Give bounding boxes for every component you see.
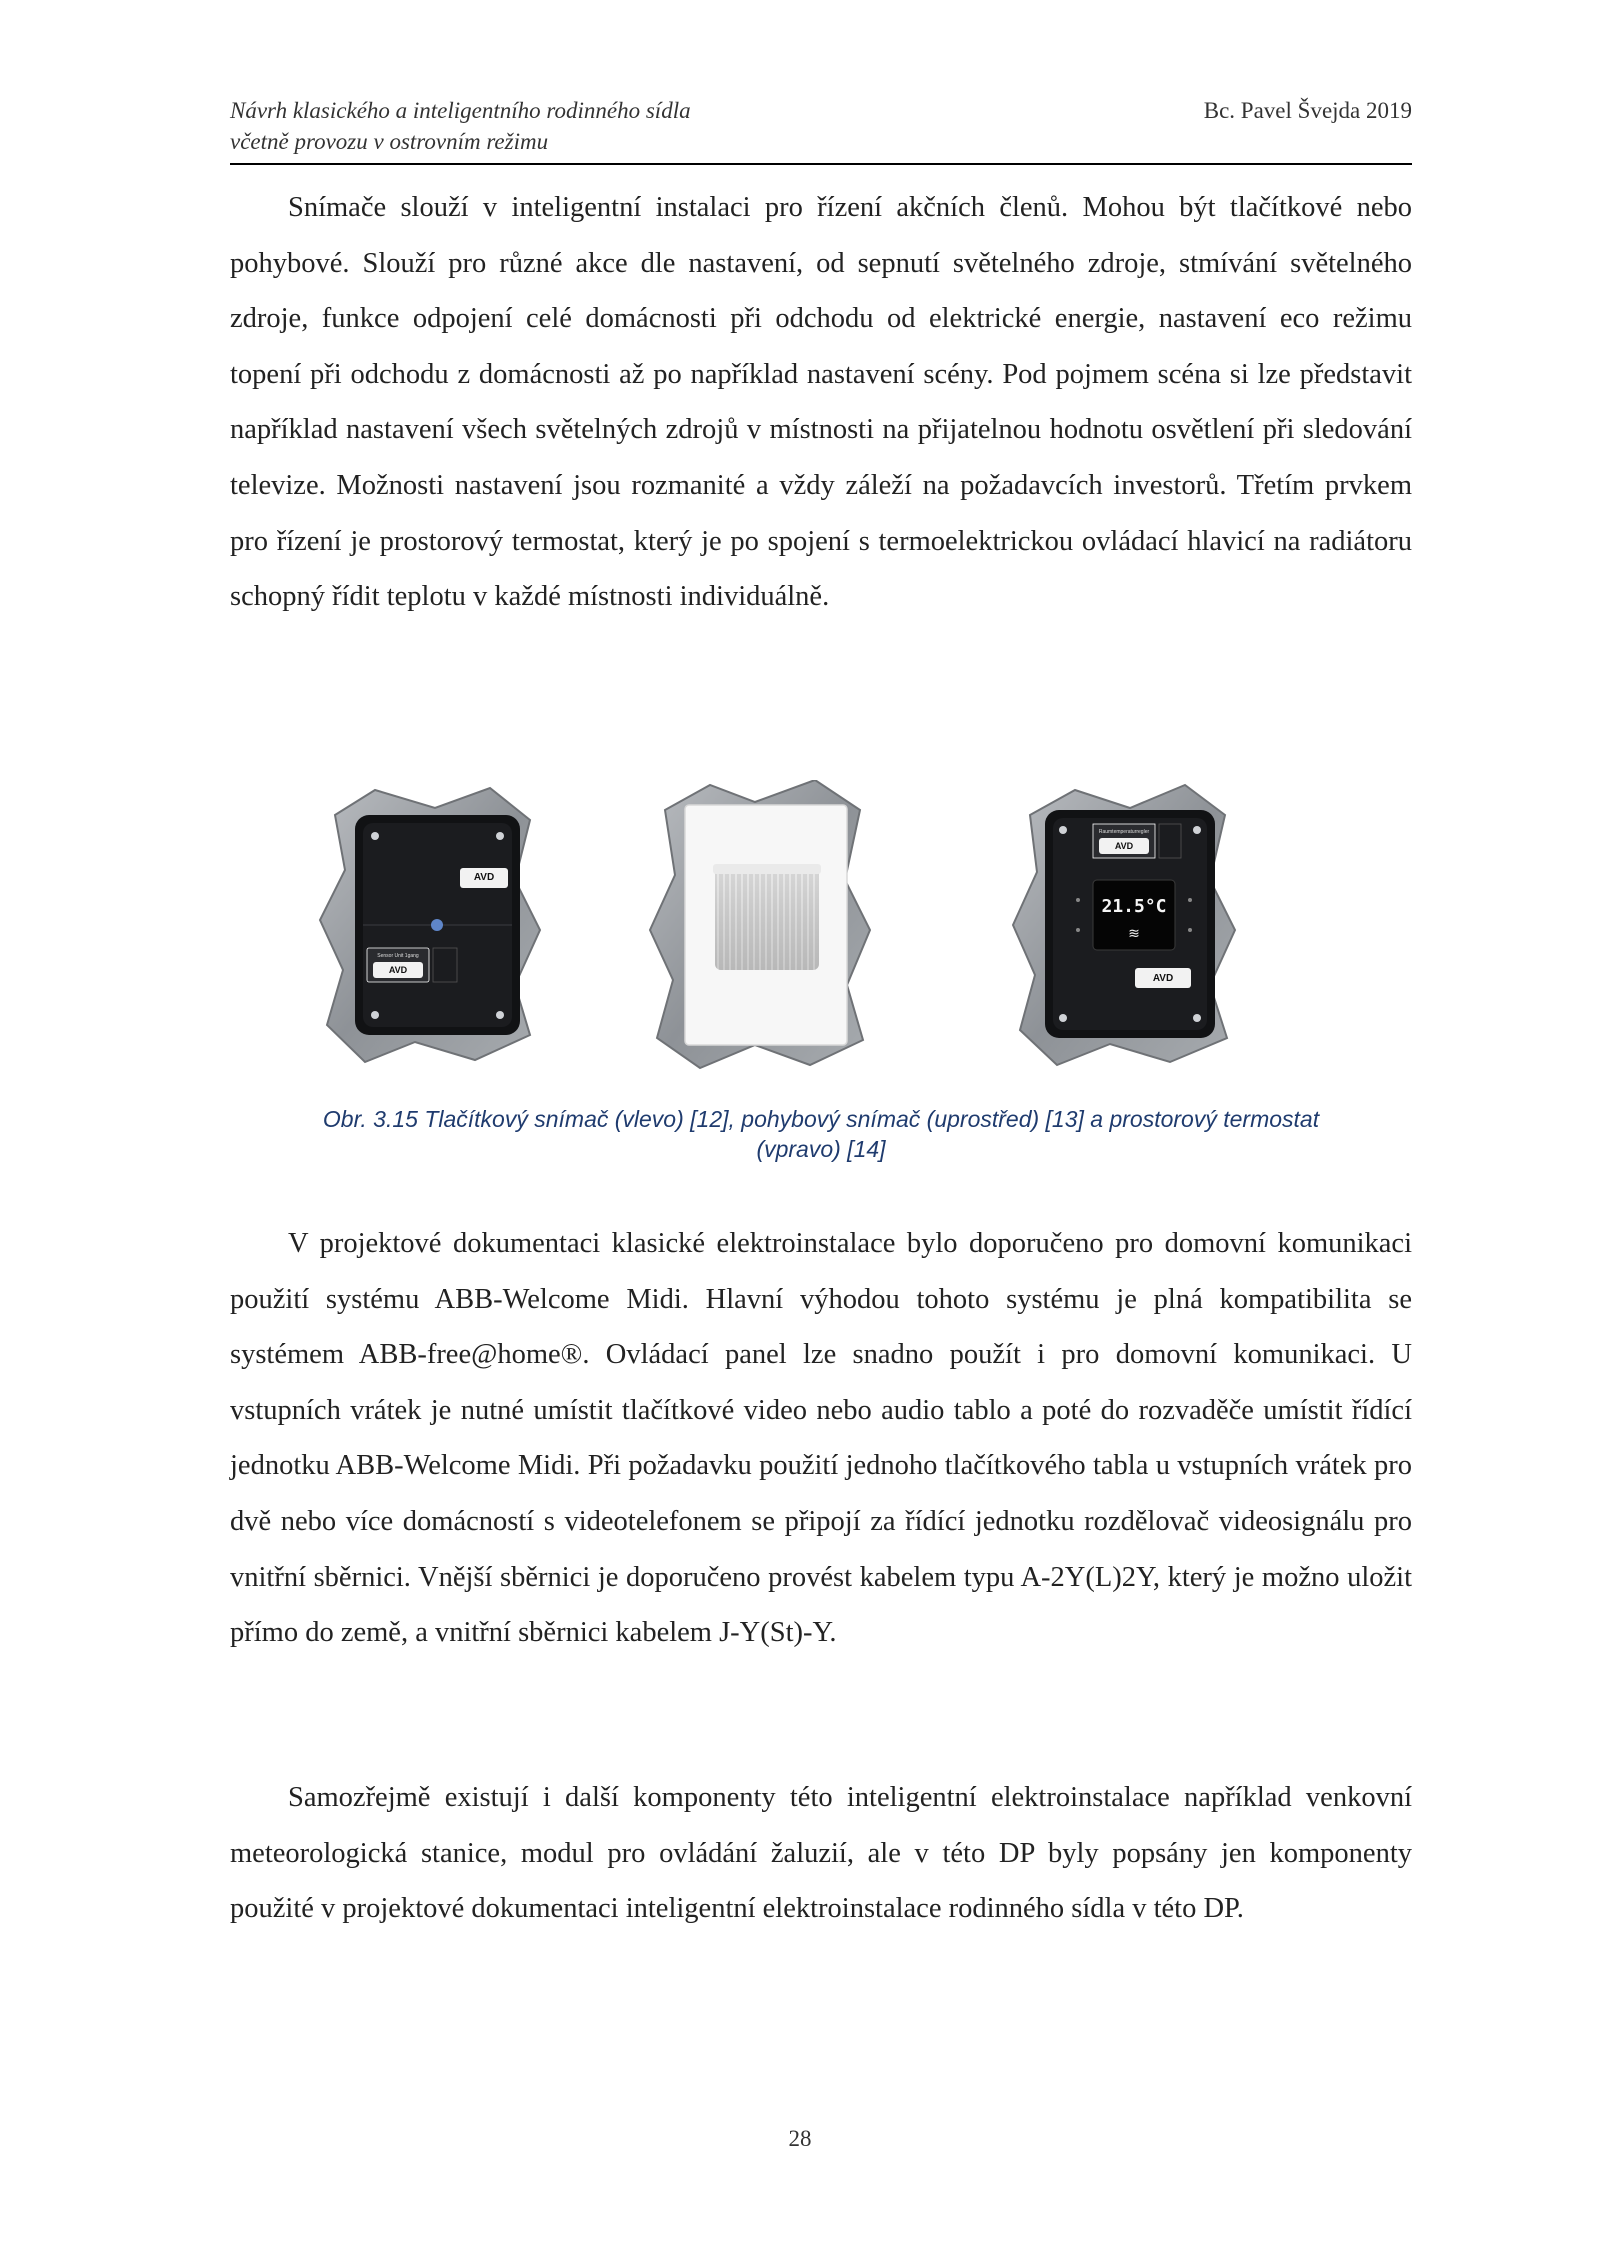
- button-dot-icon: [1076, 928, 1080, 932]
- thermostat-bottom-brand: AVD: [1152, 973, 1174, 984]
- header-title: [230, 95, 691, 157]
- screw-icon: [1193, 1014, 1201, 1022]
- screw-icon: [371, 832, 379, 840]
- motion-sensor: [650, 780, 870, 1068]
- screw-icon: [496, 1011, 504, 1019]
- figure-caption-line1: Obr. 3.15 Tlačítkový snímač (vlevo) [12], pohybový snímač (uprostřed) [13] a prostorový termostat: [322, 1106, 1320, 1132]
- label-plate-left-text: AVD: [388, 965, 408, 975]
- thermostat-top-brand: AVD: [1114, 841, 1134, 851]
- button-dot-icon: [1188, 898, 1192, 902]
- screw-icon: [496, 832, 504, 840]
- paragraph-intercom: V projektové dokumentaci klasické elektroinstalace bylo doporučeno pro domovní komunikaci použití systému ABB-Welcome Midi. Hlavní výhodou tohoto systému je plná kompatibilita se systémem ABB-free@home®. Ovládací panel lze snadno použít i pro domovní komunikaci. U vstupních vrátek je nutné umístit tlačítkové video nebo audio tablo a poté do rozvaděče umístit řídící jednotku ABB-Welcome Midi. Při požadavku použití jednoho tlačítkového tabla u vstupních vrátek pro dvě nebo více domácností s videotelefonem se připojí za řídící jednotku rozdělovač videosignálu pro vnitřní sběrnici. Vnější sběrnici je doporučeno provést kabelem typu A-2Y(L)2Y, který je možno uložit přímo do země, a vnitřní sběrnici kabelem J-Y(St)-Y.: [230, 1228, 1412, 1649]
- screw-icon: [371, 1011, 379, 1019]
- header-author: Bc. Pavel Švejda 2019: [1203, 98, 1412, 123]
- screw-icon: [1193, 826, 1201, 834]
- page-header: [230, 95, 1412, 165]
- led-indicator-icon: [431, 919, 443, 931]
- thermostat-top-label: Raumtemperaturregler: [1098, 829, 1150, 835]
- label-plate-right-text: AVD: [473, 872, 495, 883]
- figure-caption-line2: (vpravo) [14]: [756, 1136, 886, 1162]
- button-dot-icon: [1076, 898, 1080, 902]
- thermostat-temperature: 21.5°C: [1101, 896, 1167, 917]
- page-number: 28: [788, 2126, 812, 2151]
- button-dot-icon: [1188, 928, 1192, 932]
- room-thermostat: [1013, 785, 1235, 1065]
- paragraph-sensors: Snímače slouží v inteligentní instalaci pro řízení akčních členů. Mohou být tlačítkové nebo pohybové. Slouží pro různé akce dle nastavení, od sepnutí světelného zdroje, stmívání světelného zdroje, funkce odpojení celé domácnosti při odchodu od elektrické energie, nastavení eco režimu topení při odchodu z domácnosti až po například nastavení scény. Pod pojmem scéna si lze představit například nastavení všech světelných zdrojů v místnosti na přijatelnou hodnotu osvětlení při sledování televize. Možnosti nastavení jsou rozmanité a vždy záleží na požadavcích investorů. Třetím prvkem pro řízení je prostorový termostat, který je po spojení s termoelektrickou ovládací hlavicí na radiátoru schopný řídit teplotu v každé místnosti individuálně.: [230, 192, 1412, 613]
- screw-icon: [1059, 1014, 1067, 1022]
- push-button-sensor: [320, 788, 540, 1062]
- figure-caption: [230, 1104, 1412, 1164]
- paragraph-other-components: Samozřejmě existují i další komponenty této inteligentní elektroinstalace například venkovní meteorologická stanice, modul pro ovládání žaluzií, ale v této DP byly popsány jen komponenty použité v projektové dokumentaci inteligentní elektroinstalace rodinného sídla v této DP.: [230, 1782, 1412, 1925]
- figure-sensors: [315, 780, 1415, 1070]
- heating-icon: ≋: [1128, 926, 1140, 942]
- label-plate-left-small: Sensor Unit 1gang: [377, 953, 419, 959]
- header-title-line2: včetně provozu v ostrovním režimu: [230, 129, 549, 154]
- screw-icon: [1059, 826, 1067, 834]
- header-title-line1: Návrh klasického a inteligentního rodinného sídla: [230, 98, 691, 123]
